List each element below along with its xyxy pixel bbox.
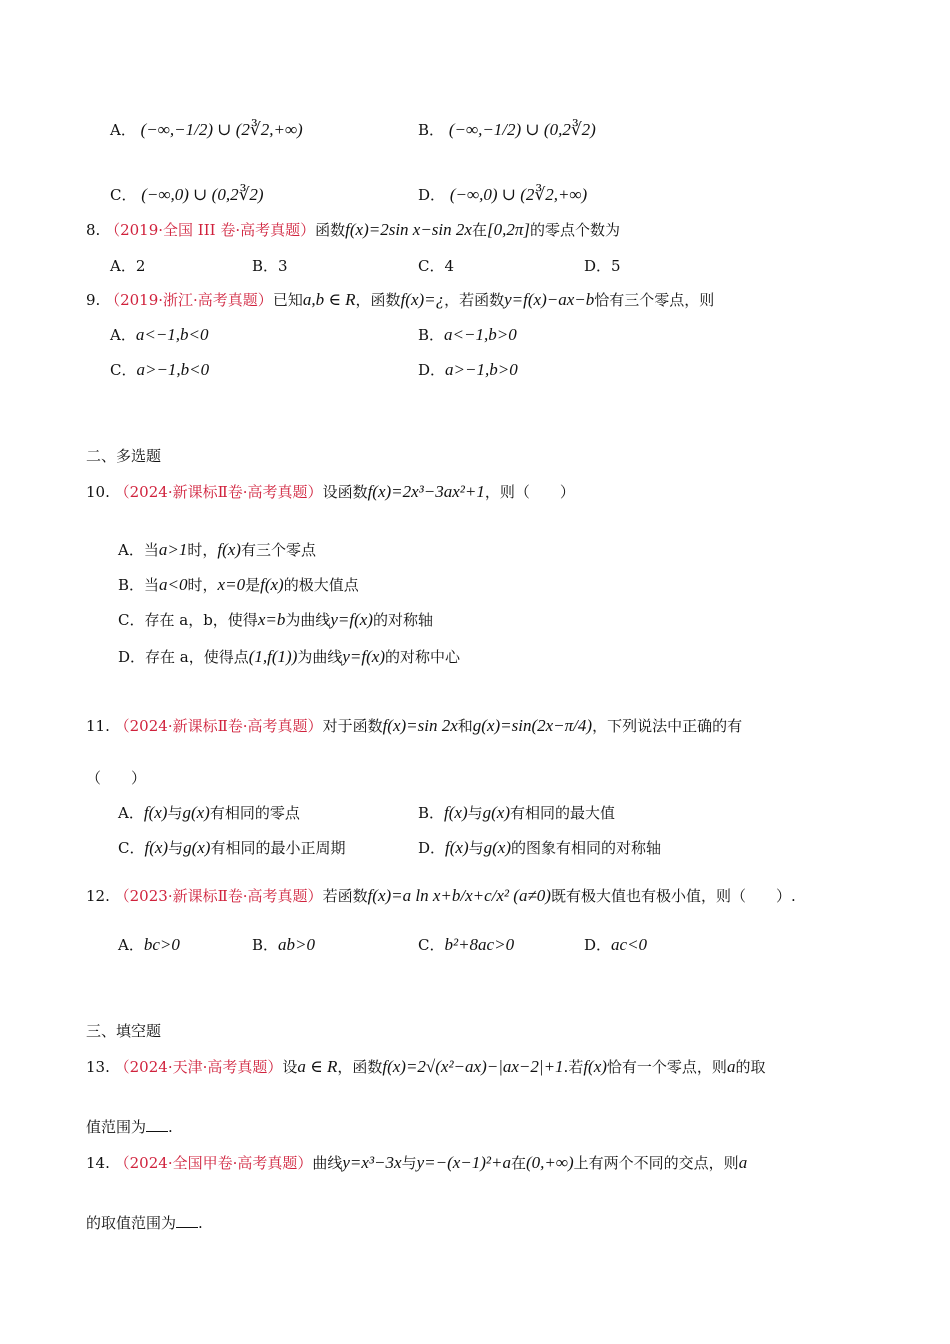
q7-option-c-expr: (−∞,0) ∪ (0,2∛2)	[141, 185, 264, 204]
q7-option-d: D． (−∞,0) ∪ (2∛2,+∞)	[418, 185, 588, 204]
q7-option-b: B． (−∞,−1/2) ∪ (0,2∛2)	[418, 120, 596, 139]
q10-stem: 10. （2024·新课标Ⅱ卷·高考真题）设函数f(x)=2x³−3ax²+1，则（ ）	[86, 482, 575, 501]
q9-option-d: D．a>−1,b>0	[418, 360, 518, 379]
q11-stem: 11. （2024·新课标Ⅱ卷·高考真题）对于函数f(x)=sin 2x和g(x)=sin(2x−π/4)，下列说法中正确的有	[86, 716, 743, 735]
section-heading-multiple-choice: 二、多选题	[86, 447, 162, 465]
q13-line2: 值范围为 .	[86, 1118, 173, 1136]
q11-option-a: A．f(x)与g(x)有相同的零点	[118, 803, 300, 822]
q12-stem: 12. （2023·新课标Ⅱ卷·高考真题）若函数f(x)=a ln x+b/x+c/x² (a≠0)既有极大值也有极小值，则（ ）.	[86, 886, 796, 905]
q11-source: （2024·新课标Ⅱ卷·高考真题）	[114, 717, 323, 735]
q9-option-a: A．a<−1,b<0	[110, 325, 209, 344]
q11-option-d: D．f(x)与g(x)的图象有相同的对称轴	[418, 838, 662, 857]
q10-option-d: D．存在 a，使得点(1,f(1))为曲线y=f(x)的对称中心	[118, 647, 461, 666]
q9-source: （2019·浙江·高考真题）	[105, 291, 273, 309]
q7-option-c: C． (−∞,0) ∪ (0,2∛2)	[110, 185, 264, 204]
section-heading-fill-in: 三、填空题	[86, 1022, 162, 1040]
q13-source: （2024·天津·高考真题）	[114, 1058, 283, 1076]
q12-option-c: C．b²+8ac>0	[418, 935, 515, 954]
q12-option-d: D．ac<0	[584, 935, 648, 954]
q13-answer-blank[interactable]	[146, 1117, 168, 1132]
q14-source: （2024·全国甲卷·高考真题）	[114, 1154, 313, 1172]
q9-option-b: B．a<−1,b>0	[418, 325, 517, 344]
q14-line2: 的取值范围为 .	[86, 1214, 203, 1232]
q7-option-a: A． (−∞,−1/2) ∪ (2∛2,+∞)	[110, 120, 303, 139]
q8-option-b: B．3	[252, 257, 288, 275]
q9-stem: 9. （2019·浙江·高考真题）已知a,b ∈ R，函数f(x)=¿，若函数y=f(x)−ax−b恰有三个零点，则	[86, 290, 715, 309]
q12-option-a: A．bc>0	[118, 935, 180, 954]
q8-source: （2019·全国 III 卷·高考真题）	[105, 221, 316, 239]
q14-stem: 14. （2024·全国甲卷·高考真题）曲线y=x³−3x与y=−(x−1)²+a在(0,+∞)上有两个不同的交点，则a	[86, 1153, 748, 1172]
q10-option-b: B．当a<0时，x=0是f(x)的极大值点	[118, 575, 359, 594]
q11-answer-paren: （ ）	[86, 769, 147, 787]
q8-option-c: C．4	[418, 257, 455, 275]
q10-source: （2024·新课标Ⅱ卷·高考真题）	[114, 483, 323, 501]
q11-option-c: C．f(x)与g(x)有相同的最小正周期	[118, 838, 346, 857]
q8-option-d: D．5	[584, 257, 621, 275]
q7-option-d-expr: (−∞,0) ∪ (2∛2,+∞)	[449, 185, 588, 204]
q10-option-a: A．当a>1时，f(x)有三个零点	[118, 540, 316, 559]
q7-option-b-expr: (−∞,−1/2) ∪ (0,2∛2)	[448, 120, 596, 139]
q10-option-c: C．存在 a，b，使得x=b为曲线y=f(x)的对称轴	[118, 610, 433, 629]
q8-option-a: A．2	[110, 257, 146, 275]
q12-option-b: B．ab>0	[252, 935, 316, 954]
q12-source: （2023·新课标Ⅱ卷·高考真题）	[114, 887, 323, 905]
q7-option-a-expr: (−∞,−1/2) ∪ (2∛2,+∞)	[140, 120, 303, 139]
q8-stem: 8. （2019·全国 III 卷·高考真题）函数f(x)=2sin x−sin 2x在[0,2π]的零点个数为	[86, 220, 620, 239]
q13-stem: 13. （2024·天津·高考真题）设a ∈ R，函数f(x)=2√(x²−ax)−|ax−2|+1.若f(x)恰有一个零点，则a的取	[86, 1057, 766, 1076]
q14-answer-blank[interactable]	[176, 1213, 198, 1228]
q11-option-b: B．f(x)与g(x)有相同的最大值	[418, 803, 616, 822]
q9-option-c: C．a>−1,b<0	[110, 360, 210, 379]
